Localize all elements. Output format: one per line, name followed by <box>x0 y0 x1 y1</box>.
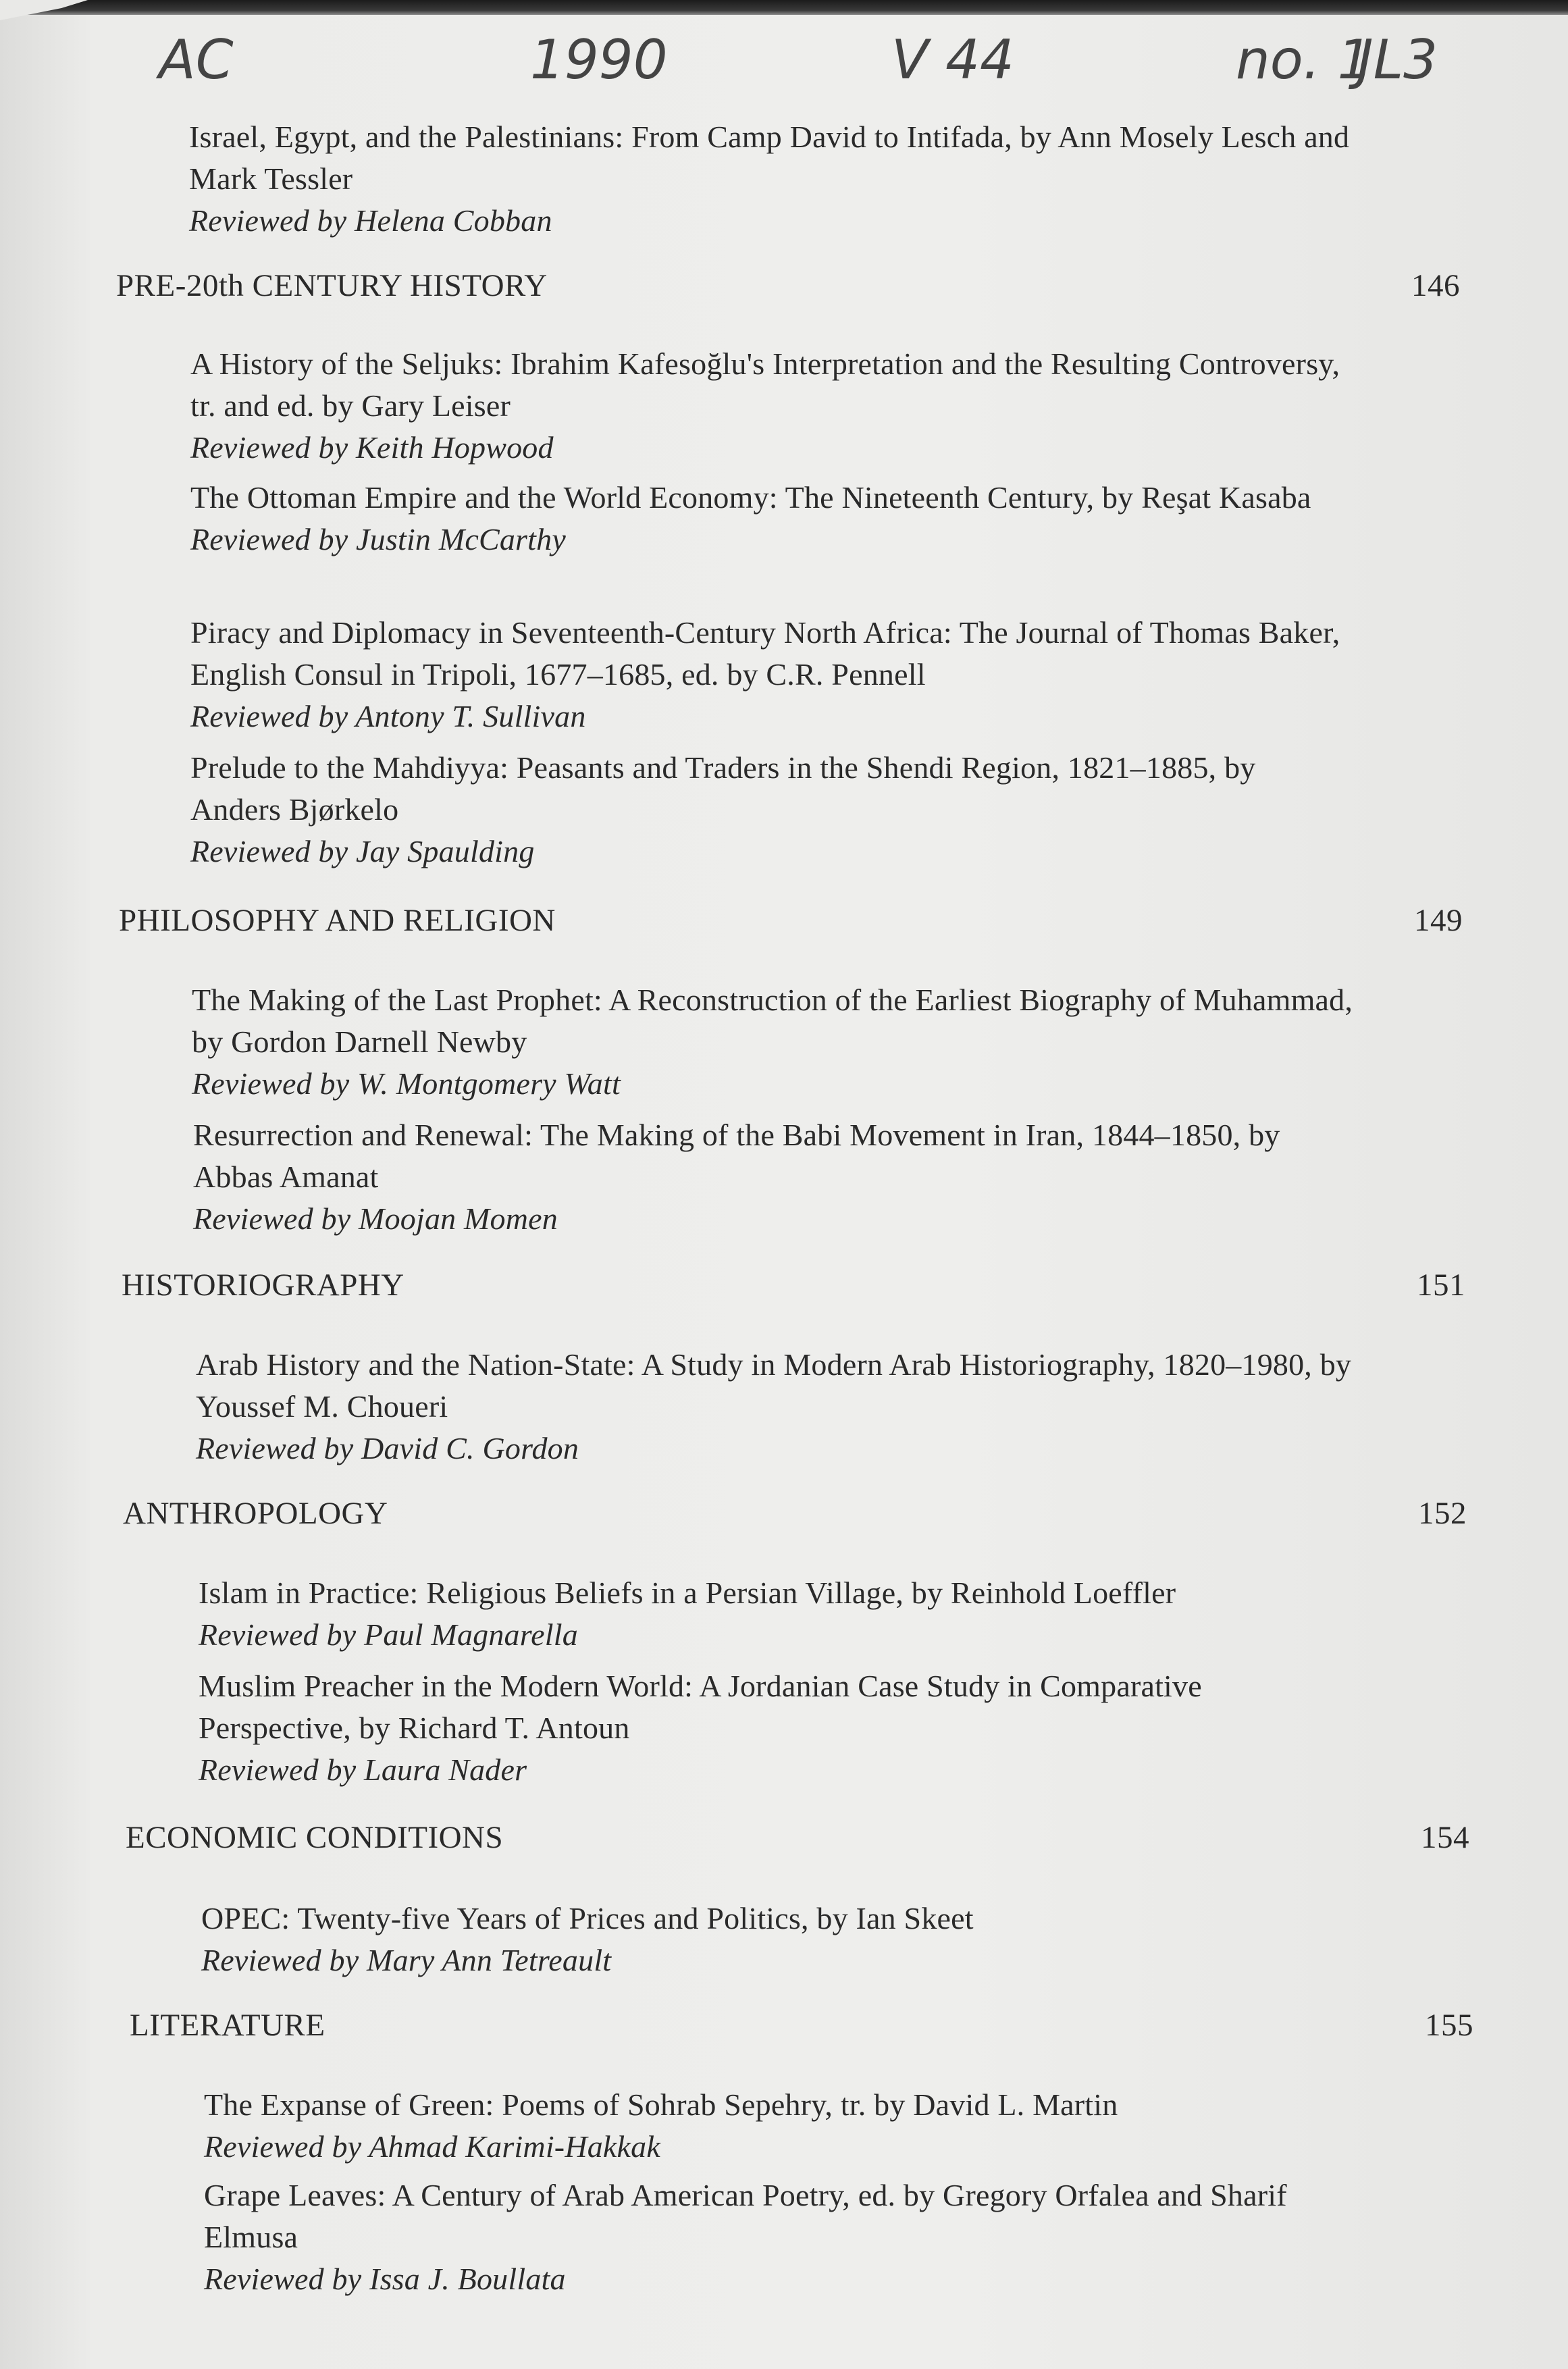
section-page-number: 152 <box>1418 1496 1467 1531</box>
toc-entry-continued <box>189 116 1351 242</box>
section-heading-historiography <box>122 1267 1465 1303</box>
toc-entry <box>192 979 1353 1105</box>
handwritten-part-3: V 44 <box>891 28 1014 91</box>
entry-reviewer: Reviewed by Justin McCarthy <box>190 522 566 556</box>
entry-reviewer: Reviewed by Jay Spaulding <box>190 834 535 868</box>
section-heading-anthropology <box>123 1495 1467 1532</box>
entry-reviewer: Reviewed by Mary Ann Tetreault <box>201 1943 612 1977</box>
entry-reviewer: Reviewed by Helena Cobban <box>189 203 552 238</box>
entry-title: The Making of the Last Prophet: A Reconstruction of the Earliest Biography of Muhammad, by Gordon Darnell Newby <box>192 983 1353 1059</box>
toc-entry <box>193 1114 1355 1240</box>
entry-title: Prelude to the Mahdiyya: Peasants and Traders in the Shendi Region, 1821–1885, by Anders Bjørkelo <box>190 750 1256 827</box>
section-heading-philosophy-and-religion <box>119 902 1463 939</box>
entry-title: Piracy and Diplomacy in Seventeenth-Century North Africa: The Journal of Thomas Baker, English Consul in Tripoli, 1677–1685, ed. by C.R. Pennell <box>190 615 1340 692</box>
entry-reviewer: Reviewed by Issa J. Boullata <box>204 2262 566 2296</box>
section-title: ANTHROPOLOGY <box>123 1496 388 1531</box>
handwritten-part-1: AC <box>159 28 234 91</box>
toc-entry <box>204 2084 1365 2168</box>
toc-entry <box>190 477 1352 561</box>
section-title: HISTORIOGRAPHY <box>122 1268 404 1303</box>
entry-reviewer: Reviewed by Moojan Momen <box>193 1201 558 1236</box>
section-heading-pre-20th-century-history <box>116 267 1460 304</box>
entry-title: OPEC: Twenty-five Years of Prices and Politics, by Ian Skeet <box>201 1901 974 1935</box>
toc-entry <box>190 343 1352 469</box>
entry-reviewer: Reviewed by Paul Magnarella <box>199 1617 578 1652</box>
entry-title: Arab History and the Nation-State: A Study in Modern Arab Historiography, 1820–1980, by Youssef M. Choueri <box>196 1347 1352 1424</box>
toc-entry <box>199 1572 1360 1656</box>
toc-entry <box>196 1344 1357 1469</box>
section-title: LITERATURE <box>130 2008 325 2043</box>
entry-reviewer: Reviewed by Laura Nader <box>199 1752 527 1787</box>
entry-title: Grape Leaves: A Century of Arab American Poetry, ed. by Gregory Orfalea and Sharif Elmusa <box>204 2178 1287 2254</box>
section-heading-economic-conditions <box>126 1819 1469 1856</box>
toc-entry <box>201 1898 1363 1981</box>
section-page-number: 154 <box>1421 1820 1469 1855</box>
entry-reviewer: Reviewed by W. Montgomery Watt <box>192 1066 621 1101</box>
handwritten-part-2: 1990 <box>530 28 668 91</box>
entry-title: The Ottoman Empire and the World Economy: The Nineteenth Century, by Reşat Kasaba <box>190 480 1311 515</box>
entry-reviewer: Reviewed by Keith Hopwood <box>190 430 554 465</box>
toc-entry <box>190 747 1352 873</box>
toc-entry <box>190 612 1352 737</box>
entry-title: Muslim Preacher in the Modern World: A Jordanian Case Study in Comparative Perspective, by Richard T. Antoun <box>199 1669 1202 1745</box>
section-title: PRE-20th CENTURY HISTORY <box>116 268 548 303</box>
entry-reviewer: Reviewed by Ahmad Karimi-Hakkak <box>204 2129 660 2164</box>
toc-entry <box>199 1665 1360 1791</box>
entry-title: Resurrection and Renewal: The Making of the Babi Movement in Iran, 1844–1850, by Abbas Amanat <box>193 1118 1280 1194</box>
entry-title: The Expanse of Green: Poems of Sohrab Sepehry, tr. by David L. Martin <box>204 2087 1118 2122</box>
section-heading-literature <box>130 2007 1473 2043</box>
section-title: ECONOMIC CONDITIONS <box>126 1820 504 1855</box>
section-title: PHILOSOPHY AND RELIGION <box>119 903 556 938</box>
entry-reviewer: Reviewed by David C. Gordon <box>196 1431 579 1465</box>
entry-reviewer: Reviewed by Antony T. Sullivan <box>190 699 586 733</box>
section-page-number: 149 <box>1414 903 1463 938</box>
toc-entry <box>204 2175 1365 2300</box>
section-page-number: 151 <box>1417 1268 1465 1303</box>
handwritten-part-5: JL3 <box>1357 28 1438 91</box>
entry-title: Israel, Egypt, and the Palestinians: From Camp David to Intifada, by Ann Mosely Lesch and Mark Tessler <box>189 120 1350 196</box>
section-page-number: 155 <box>1425 2008 1473 2043</box>
section-page-number: 146 <box>1411 268 1460 303</box>
handwritten-part-4: no. 1 <box>1236 28 1372 91</box>
entry-title: Islam in Practice: Religious Beliefs in a Persian Village, by Reinhold Loeffler <box>199 1576 1176 1610</box>
entry-title: A History of the Seljuks: Ibrahim Kafesoğlu's Interpretation and the Resulting Controversy, tr. and ed. by Gary Leiser <box>190 346 1340 423</box>
